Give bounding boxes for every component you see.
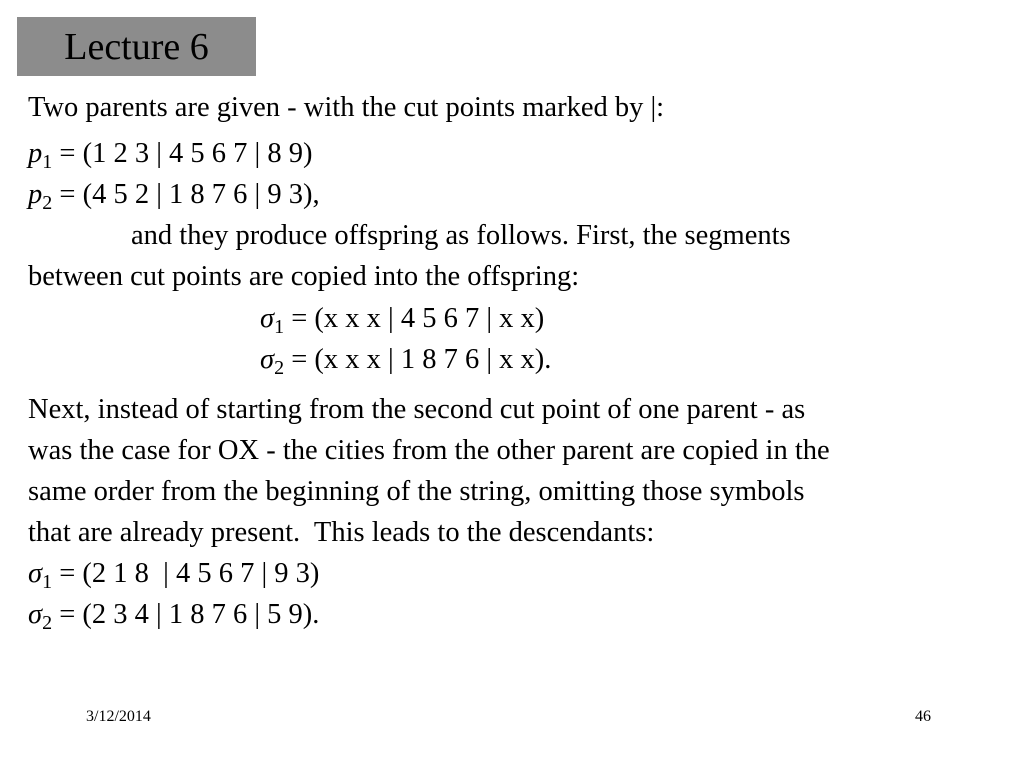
- produce-line-2: between cut points are copied into the offspring:: [28, 261, 580, 292]
- offspring-2-value: = (x x x | 1 8 7 6 | x x).: [284, 344, 552, 375]
- offspring-1-subscript: 1: [274, 316, 285, 338]
- parent-2-value: = (4 5 2 | 1 8 7 6 | 9 3),: [52, 179, 320, 210]
- parent-2-line: [28, 179, 320, 214]
- parent-2-symbol: p: [28, 179, 43, 210]
- next-line-4: that are already present. This leads to the descendants:: [28, 517, 655, 548]
- parent-1-symbol: p: [28, 138, 43, 169]
- offspring-2-line: [260, 344, 552, 379]
- descendant-1-value: = (2 1 8 | 4 5 6 7 | 9 3): [52, 558, 320, 589]
- descendant-2-symbol: σ: [28, 599, 43, 630]
- offspring-2-symbol: σ: [260, 344, 275, 375]
- footer-date: 3/12/2014: [86, 708, 151, 725]
- produce-line-1: and they produce offspring as follows. First, the segments: [131, 220, 791, 251]
- descendant-1-subscript: 1: [42, 571, 53, 593]
- offspring-1-symbol: σ: [260, 303, 275, 334]
- parent-1-value: = (1 2 3 | 4 5 6 7 | 8 9): [52, 138, 313, 169]
- footer-page-number: 46: [915, 708, 931, 725]
- descendant-1-line: [28, 558, 320, 593]
- offspring-1-value: = (x x x | 4 5 6 7 | x x): [284, 303, 545, 334]
- parent-2-subscript: 2: [42, 192, 53, 214]
- offspring-2-subscript: 2: [274, 357, 285, 379]
- offspring-1-line: [260, 303, 545, 338]
- next-line-2: was the case for OX - the cities from the other parent are copied in the: [28, 435, 830, 466]
- descendant-2-value: = (2 3 4 | 1 8 7 6 | 5 9).: [52, 599, 320, 630]
- descendant-2-subscript: 2: [42, 612, 53, 634]
- next-line-1: Next, instead of starting from the second cut point of one parent - as: [28, 394, 806, 425]
- slide-title-box: [17, 17, 256, 76]
- parent-1-line: [28, 138, 313, 173]
- next-line-3: same order from the beginning of the string, omitting those symbols: [28, 476, 805, 507]
- intro-line: Two parents are given - with the cut points marked by |:: [28, 92, 665, 123]
- descendant-1-symbol: σ: [28, 558, 43, 589]
- parent-1-subscript: 1: [42, 151, 53, 173]
- descendant-2-line: [28, 599, 320, 634]
- slide-title: Lecture 6: [64, 25, 209, 68]
